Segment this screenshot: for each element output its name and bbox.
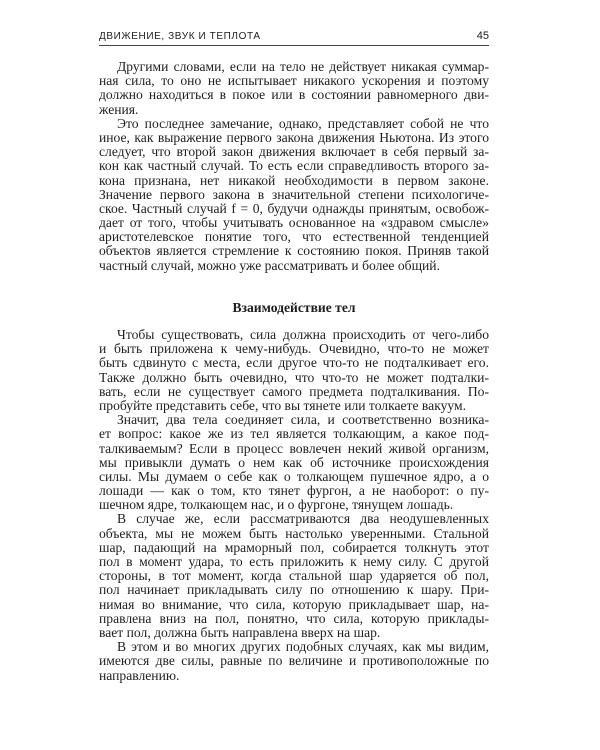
section-intro	[99, 60, 489, 273]
text-line: кон как частный случай. То есть если справедливость второго за-	[99, 158, 489, 174]
page-number: 45	[476, 30, 489, 42]
text-line: Также должно быть очевидно, что что-то не может подталки-	[99, 369, 489, 385]
text-line: вать, если не существует самого предмета подталкивания. По-	[99, 383, 489, 399]
text-line: аристотелевское понятие того, что естественной тенденцией	[99, 229, 489, 245]
page-body	[99, 60, 489, 683]
text-line: и быть приложена к чему-нибудь. Очевидно, что-то не может	[99, 341, 489, 357]
text-line: пол в момент удара, то есть приложить к нему силу. С другой	[99, 554, 489, 570]
text-line: ная сила, то оно не испытывает никакого ускорения и поэтому	[99, 73, 489, 89]
text-line: кона признана, нет никакой необходимости в первом законе.	[99, 172, 489, 188]
text-line: объекта, мы не можем быть настолько уверенными. Стальной	[99, 525, 489, 541]
text-line: объектов является стремление к состоянию покоя. Приняв такой	[99, 243, 489, 259]
text-line: правлена вниз на пол, понятно, что сила, которую приклады-	[99, 610, 489, 626]
text-line: нимая во внимание, что сила, которую прикладывает шар, на-	[99, 596, 489, 612]
text-line: силы. Мы думаем о себе как о толкающем пушечное ядро, а о	[99, 468, 489, 484]
text-line: пробуйте представить себе, что вы тянете или толкаете вакуум.	[99, 397, 467, 413]
text-line: частный случай, можно уже рассматривать и более общий.	[99, 257, 440, 273]
paragraph	[99, 413, 489, 512]
paragraph	[99, 60, 489, 117]
paragraph	[99, 328, 489, 413]
section-heading: Взаимодействие тел	[232, 299, 356, 315]
text-line: талкиваемым? Если в процесс вовлечен некий живой организм,	[99, 440, 489, 456]
text-line: следует, что второй закон движения включает в себя первый за-	[99, 144, 489, 160]
text-line: Чтобы существовать, сила должна происходить от чего-либо	[117, 327, 489, 343]
text-line: Другими словами, если на тело не действует никакая суммар-	[117, 59, 489, 74]
text-line: пол начинает прикладывать силу по отношению к шару. При-	[99, 582, 489, 598]
text-line: дает от того, чтобы учитывать основанное на «здравом смысле»	[99, 215, 489, 231]
text-line: шечном ядре, толкающем нас, и о фургоне, тянущем лошадь.	[99, 497, 454, 513]
text-line: стороны, в тот момент, когда стальной шар ударяется об пол,	[99, 568, 489, 584]
paragraph	[99, 512, 489, 640]
text-line: жения.	[99, 101, 139, 117]
text-line: быть сдвинуто с места, если другое что-то не подталкивает его.	[99, 355, 489, 371]
text-line: иное, как выражение первого закона движения Ньютона. Из этого	[99, 129, 489, 145]
paragraph	[99, 640, 489, 683]
text-line: мы привыкли думать о нем как об источнике происхождения	[99, 454, 489, 470]
text-line: имеются две силы, равные по величине и противоположные по	[99, 653, 489, 669]
text-line: должно находиться в покое или в состоянии равномерного дви-	[99, 87, 489, 103]
paragraph	[99, 117, 489, 273]
text-line: ет вопрос: какое же из тел является толкающим, а какое под-	[99, 426, 489, 442]
text-line: Это последнее замечание, однако, представляет собой не что	[117, 115, 489, 131]
text-line: лошади — как о том, кто тянет фургон, а не наоборот: о пу-	[99, 483, 489, 499]
running-header	[99, 29, 489, 46]
text-line: В случае же, если рассматриваются два неодушевленных	[117, 511, 489, 527]
text-line: Значение первого закона в значительной степени психологиче-	[99, 186, 489, 202]
text-line: направлению.	[99, 667, 180, 683]
running-title: ДВИЖЕНИЕ, ЗВУК И ТЕПЛОТА	[99, 31, 261, 42]
section-interaction-of-bodies	[99, 328, 489, 683]
text-line: ское. Частный случай f = 0, будучи однажды принятым, освобож-	[99, 200, 489, 216]
text-line: шар, падающий на мраморный пол, собирается толкнуть этот	[99, 539, 489, 555]
text-line: вает пол, должна быть направлена вверх на шар.	[99, 624, 381, 640]
text-line: В этом и во многих других подобных случаях, как мы видим,	[117, 639, 489, 655]
text-line: Значит, два тела соединяет сила, и соответственно возника-	[117, 412, 489, 428]
